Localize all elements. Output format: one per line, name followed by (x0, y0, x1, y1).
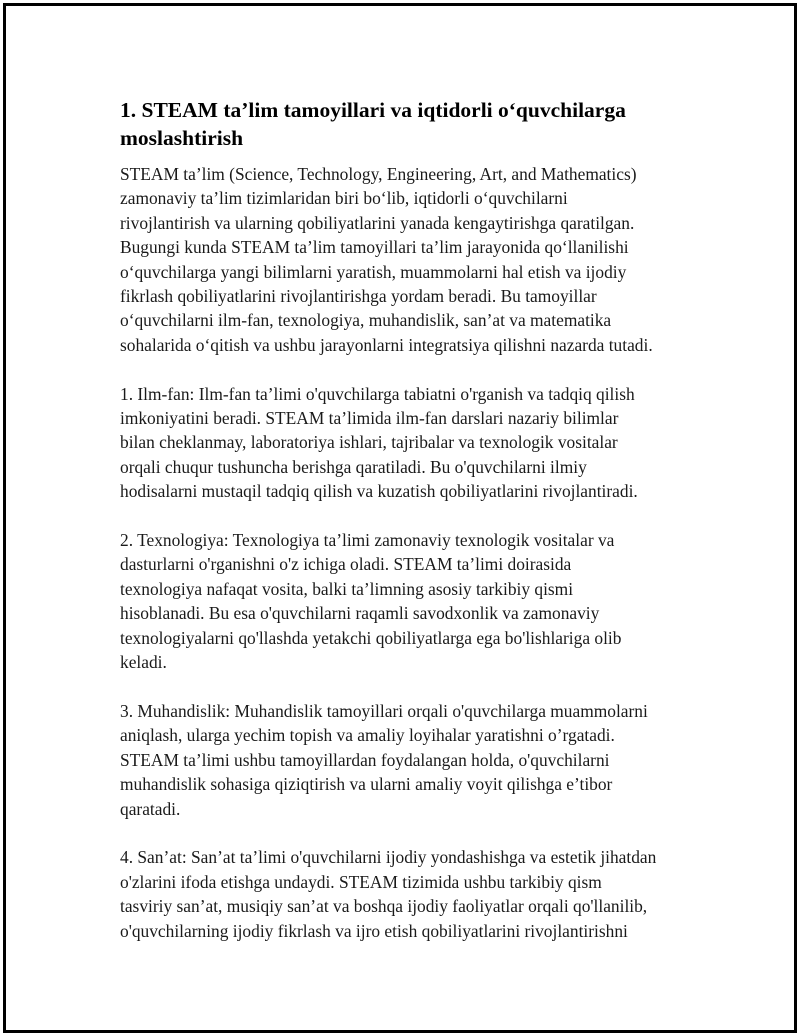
paragraph-muhandislik: 3. Muhandislik: Muhandislik tamoyillari orqali o'quvchilarga muammolarni aniqlash, ularga yechim topish va amaliy loyihalar yaratishni o’rgatadi. STEAM ta’limi ushbu tamoyillardan foydalangan holda, o'quvchilarni muhandislik sohasiga qiziqtirish va ularni amaliy voyit qilishga e’tibor qaratadi. (120, 700, 648, 819)
paragraph-texnologiya: 2. Texnologiya: Texnologiya ta’limi zamonaviy texnologik vositalar va dasturlarni o'rganishni o'z ichiga oladi. STEAM ta’limi doirasida texnologiya nafaqat vosita, balki ta’limning asosiy tarkibiy qismi hisoblanadi. Bu esa o'quvchilarni raqamli savodxonlik va zamonaviy texnologiyalarni qo'llashda yetakchi qobiliyatlarga ega bo'lishlariga olib keladi. (120, 530, 622, 673)
paragraph-ilm-fan: 1. Ilm-fan: Ilm-fan ta’limi o'quvchilarga tabiatni o'rganish va tadqiq qilish imkoniyatini beradi. STEAM ta’limida ilm-fan darslari nazariy bilimlar bilan cheklanmay, laboratoriya ishlari, tajribalar va texnologik vositalar orqali chuqur tushuncha berishga qaratiladi. Bu o'quvchilarni ilmiy hodisalarni mustaqil tadqiq qilish va kuzatish qobiliyatlarini rivojlantiradi. (120, 383, 638, 502)
paragraph-intro: STEAM ta’lim (Science, Technology, Engineering, Art, and Mathematics) zamonaviy ta’lim tizimlaridan biri bo‘lib, iqtidorli o‘quvchilarni rivojlantirish va ularning qobiliyatlarini yanada kengaytirishga qaratilgan. Bugungi kunda STEAM ta’lim tamoyillari ta’lim jarayonida qo‘llanilishi o‘quvchilarga yangi bilimlarni yaratish, muammolarni hal etish va ijodiy fikrlash qobiliyatlarini rivojlantirishga yordam beradi. Bu tamoyillar o‘quvchilarni ilm-fan, texnologiya, muhandislik, san’at va matematika sohalarida o‘qitish va ushbu jarayonlarni integratsiya qilishni nazarda tutadi. (120, 164, 653, 355)
document-body (120, 96, 710, 967)
page-frame (3, 3, 797, 1033)
paragraph-sanat: 4. San’at: San’at ta’limi o'quvchilarni ijodiy yondashishga va estetik jihatdan o'zlarini ifoda etishga undaydi. STEAM tizimida ushbu tarkibiy qism tasviriy san’at, musiqiy san’at va boshqa ijodiy faoliyatlar orqali qo'llanilib, o'quvchilarning ijodiy fikrlash va ijro etish qobiliyatlarini rivojlantirishni (120, 847, 657, 941)
document-title: 1. STEAM ta’lim tamoyillari va iqtidorli o‘quvchilarga moslashtirish (120, 98, 626, 150)
